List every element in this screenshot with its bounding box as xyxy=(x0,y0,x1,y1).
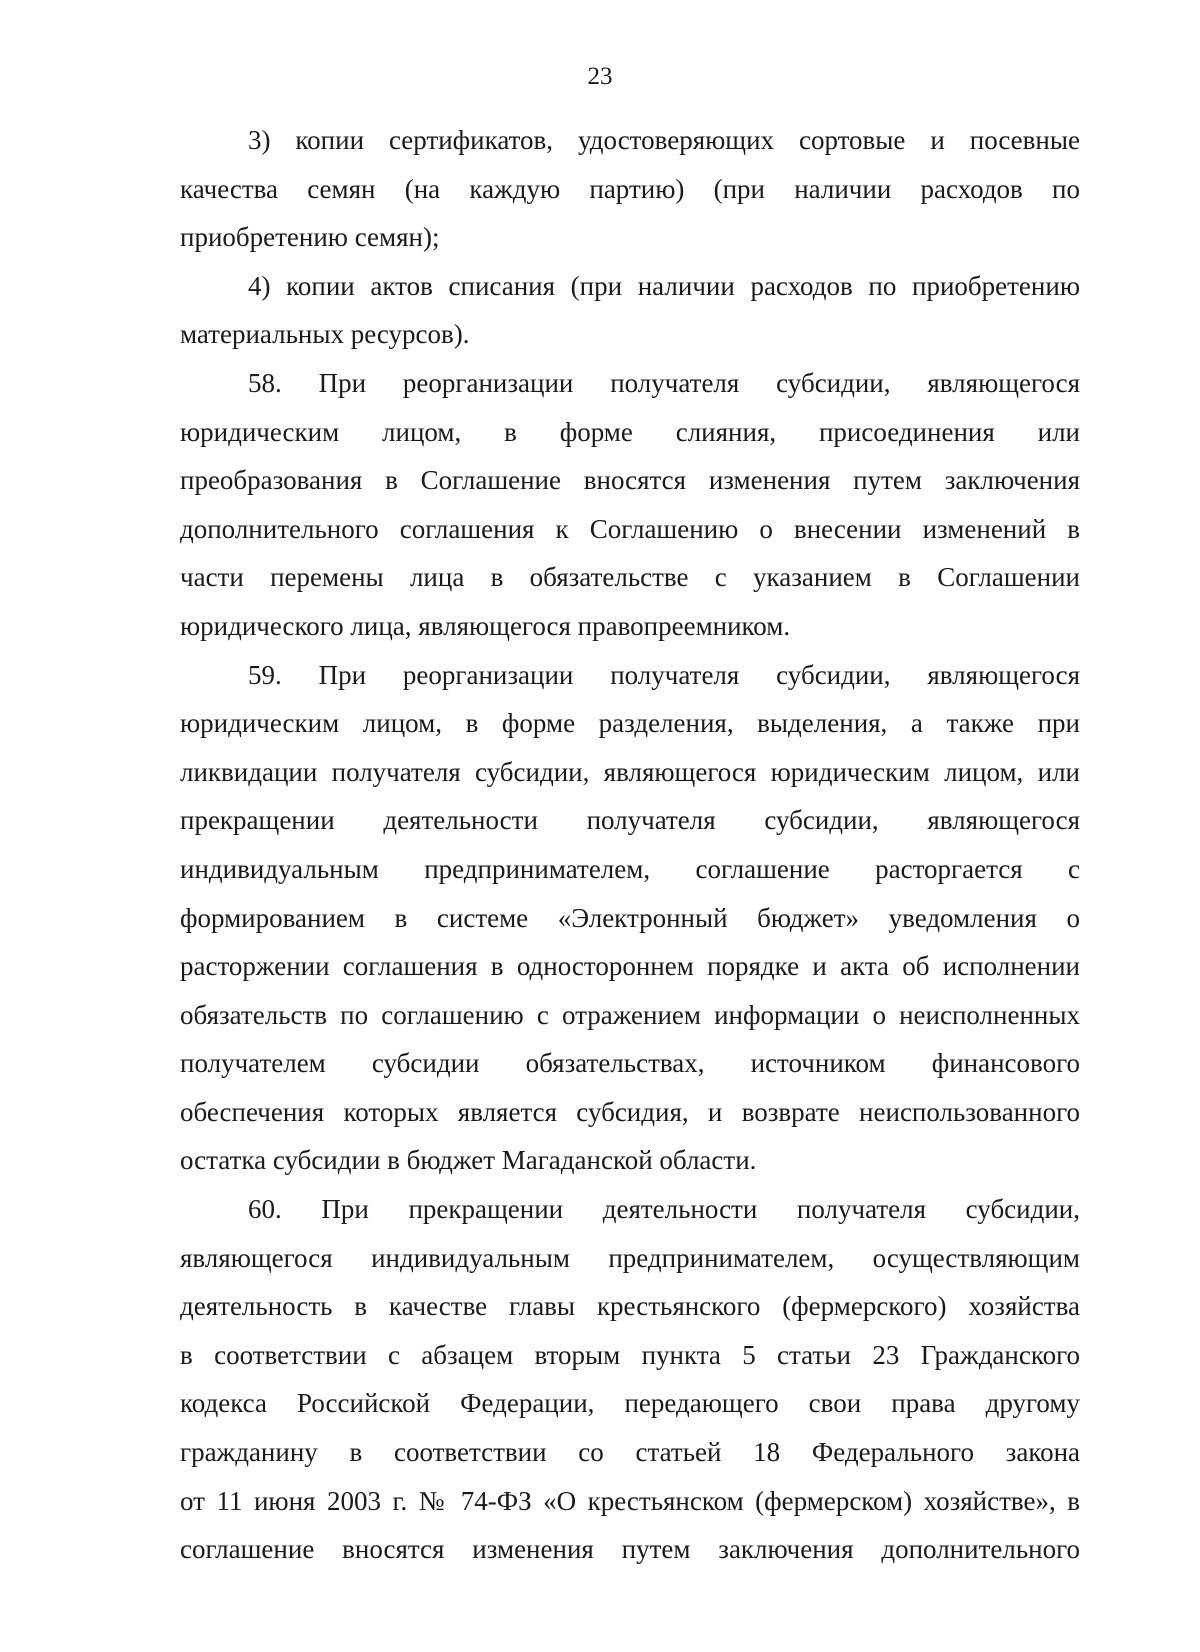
text-line: прекращении деятельности получателя субсидии, являющегося xyxy=(180,805,1080,836)
paragraph-4 xyxy=(180,262,1080,359)
paragraph-3 xyxy=(180,116,1080,262)
text-line: ликвидации получателя субсидии, являющегося юридическим лицом, или xyxy=(180,756,1080,787)
text-line: остатка субсидии в бюджет Магаданской области. xyxy=(180,1145,757,1176)
text-line: части перемены лица в обязательстве с указанием в Соглашении xyxy=(180,562,1080,593)
text-line: формированием в системе «Электронный бюджет» уведомления о xyxy=(180,902,1080,933)
text-line: 59. При реорганизации получателя субсидии, являющегося xyxy=(248,659,1080,690)
text-line: преобразования в Соглашение вносятся изменения путем заключения xyxy=(180,465,1080,496)
text-line: 58. При реорганизации получателя субсидии, являющегося xyxy=(248,367,1080,398)
text-line: 60. При прекращении деятельности получателя субсидии, xyxy=(248,1194,1080,1225)
text-line: расторжении соглашения в одностороннем порядке и акта об исполнении xyxy=(180,951,1080,982)
text-line: дополнительного соглашения к Соглашению о внесении изменений в xyxy=(180,513,1080,544)
paragraph-60 xyxy=(180,1185,1080,1574)
text-line: являющегося индивидуальным предпринимателем, осуществляющим xyxy=(180,1242,1080,1273)
text-line: 4) копии актов списания (при наличии расходов по приобретению xyxy=(248,270,1080,301)
text-line: юридического лица, являющегося правопреемником. xyxy=(180,610,791,641)
document-body xyxy=(180,116,1080,1574)
text-line: деятельность в качестве главы крестьянского (фермерского) хозяйства xyxy=(180,1291,1080,1322)
text-line: в соответствии с абзацем вторым пункта 5 статьи 23 Гражданского xyxy=(180,1339,1080,1370)
text-line: 3) копии сертификатов, удостоверяющих сортовые и посевные xyxy=(248,125,1080,155)
paragraph-58 xyxy=(180,359,1080,651)
text-line: приобретению семян); xyxy=(180,222,440,253)
text-line: обеспечения которых является субсидия, и возврате неиспользованного xyxy=(180,1096,1080,1127)
text-line: кодекса Российской Федерации, передающего свои права другому xyxy=(180,1388,1080,1419)
text-line: получателем субсидии обязательствах, источником финансового xyxy=(180,1048,1080,1079)
paragraph-59 xyxy=(180,651,1080,1186)
text-line: гражданину в соответствии со статьей 18 Федерального закона xyxy=(180,1437,1080,1468)
text-line: юридическим лицом, в форме разделения, выделения, а также при xyxy=(180,708,1080,739)
text-line: материальных ресурсов). xyxy=(180,319,470,350)
text-line: соглашение вносятся изменения путем заключения дополнительного xyxy=(180,1534,1080,1565)
text-line: обязательств по соглашению с отражением информации о неисполненных xyxy=(180,999,1080,1030)
text-line: качества семян (на каждую партию) (при наличии расходов по xyxy=(180,173,1080,204)
text-line: юридическим лицом, в форме слияния, присоединения или xyxy=(180,416,1080,447)
text-line: индивидуальным предпринимателем, соглашение расторгается с xyxy=(180,853,1080,884)
page-number: 23 xyxy=(587,63,613,90)
text-line: от 11 июня 2003 г. № 74-ФЗ «О крестьянском (фермерском) хозяйстве», в xyxy=(180,1485,1080,1516)
